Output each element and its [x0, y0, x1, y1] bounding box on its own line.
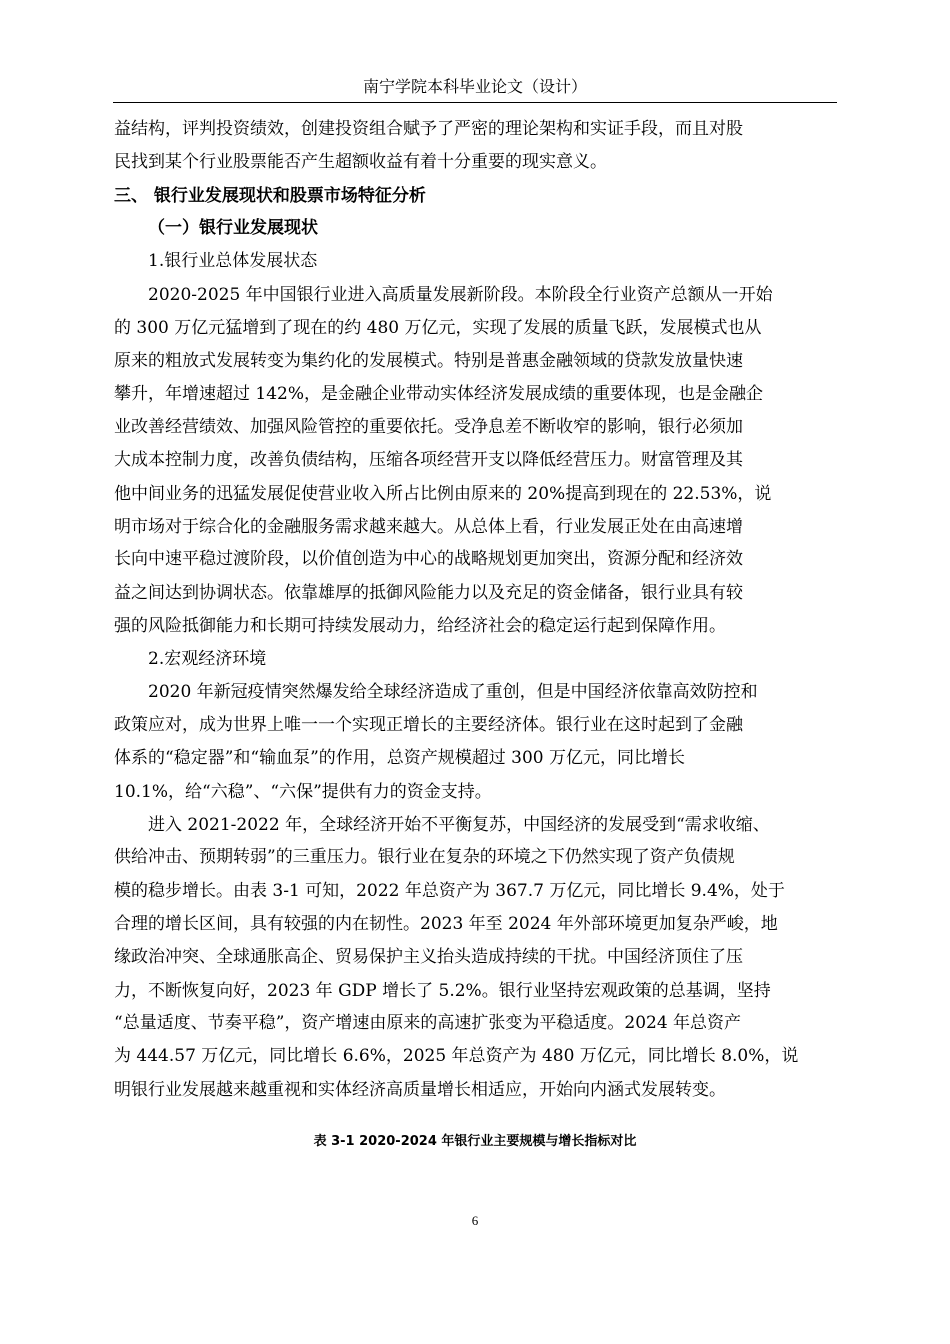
paragraph-line: 大成本控制力度，改善负债结构，压缩各项经营开支以降低经营压力。财富管理及其: [114, 450, 743, 470]
paragraph-line: 明银行业发展越来越重视和实体经济高质量增长相适应，开始向内涵式发展转变。: [114, 1080, 726, 1100]
paragraph-line: 强的风险抵御能力和长期可持续发展动力，给经济社会的稳定运行起到保障作用。: [114, 616, 726, 636]
section-heading: 三、 银行业发展现状和股票市场特征分析: [114, 186, 426, 206]
paragraph-line: 的 300 万亿元猛增到了现在的约 480 万亿元，实现了发展的质量飞跃，发展模式也从: [114, 318, 762, 338]
paragraph-line: 攀升，年增速超过 142%，是金融企业带动实体经济发展成绩的重要体现，也是金融企: [114, 384, 764, 404]
page-number: 6: [471, 1213, 479, 1228]
paragraph-line: “总量适度、节奏平稳”，资产增速由原来的高速扩张变为平稳适度。2024 年总资产: [114, 1013, 742, 1033]
paragraph-line: 10.1%，给“六稳”、“六保”提供有力的资金支持。: [114, 782, 492, 802]
paragraph-line: 模的稳步增长。由表 3-1 可知，2022 年总资产为 367.7 万亿元，同比增长 9.4%，处于: [114, 881, 785, 901]
paragraph-line: 他中间业务的迅猛发展促使营业收入所占比例由原来的 20%提高到现在的 22.53%，说: [114, 484, 772, 504]
paragraph-line: 长向中速平稳过渡阶段，以价值创造为中心的战略规划更加突出，资源分配和经济效: [114, 549, 743, 569]
paragraph-line: 进入 2021-2022 年，全球经济开始不平衡复苏，中国经济的发展受到“需求收缩、: [148, 815, 770, 835]
page-header: 南宁学院本科毕业论文（设计）: [113, 72, 837, 103]
paragraph-line: 力，不断恢复向好，2023 年 GDP 增长了 5.2%。银行业坚持宏观政策的总基调，坚持: [114, 981, 771, 1001]
paragraph-line: 2020-2025 年中国银行业进入高质量发展新阶段。本阶段全行业资产总额从一开始: [148, 285, 773, 305]
paragraph-line: 明市场对于综合化的金融服务需求越来越大。从总体上看，行业发展正处在由高速增: [114, 517, 743, 537]
paragraph-line: 2020 年新冠疫情突然爆发给全球经济造成了重创，但是中国经济依靠高效防控和: [148, 682, 758, 702]
paragraph-line: 政策应对，成为世界上唯一一个实现正增长的主要经济体。银行业在这时起到了金融: [114, 715, 743, 735]
paragraph-line: 供给冲击、预期转弱”的三重压力。银行业在复杂的环境之下仍然实现了资产负债规: [114, 847, 735, 867]
subheading: 1.银行业总体发展状态: [148, 251, 318, 271]
paragraph-line: 民找到某个行业股票能否产生超额收益有着十分重要的现实意义。: [114, 152, 607, 172]
paragraph-line: 体系的“稳定器”和“输血泵”的作用，总资产规模超过 300 万亿元，同比增长: [114, 748, 686, 768]
paragraph-line: 益结构，评判投资绩效，创建投资组合赋予了严密的理论架构和实证手段，而且对股: [114, 119, 743, 139]
paragraph-line: 业改善经营绩效、加强风险管控的重要依托。受净息差不断收窄的影响，银行必须加: [114, 417, 743, 437]
subheading: 2.宏观经济环境: [148, 649, 267, 669]
subsection-heading: （一）银行业发展现状: [148, 218, 318, 238]
table-caption: 表 3-1 2020-2024 年银行业主要规模与增长指标对比: [313, 1134, 637, 1149]
paragraph-line: 益之间达到协调状态。依靠雄厚的抵御风险能力以及充足的资金储备，银行业具有较: [114, 583, 743, 603]
paragraph-line: 为 444.57 万亿元，同比增长 6.6%，2025 年总资产为 480 万亿元，同比增长 8.0%，说: [114, 1046, 799, 1066]
paragraph-line: 原来的粗放式发展转变为集约化的发展模式。特别是普惠金融领域的贷款发放量快速: [114, 351, 743, 371]
paragraph-line: 缘政治冲突、全球通胀高企、贸易保护主义抬头造成持续的干扰。中国经济顶住了压: [114, 947, 743, 967]
paragraph-line: 合理的增长区间，具有较强的内在韧性。2023 年至 2024 年外部环境更加复杂严峻，地: [114, 914, 778, 934]
